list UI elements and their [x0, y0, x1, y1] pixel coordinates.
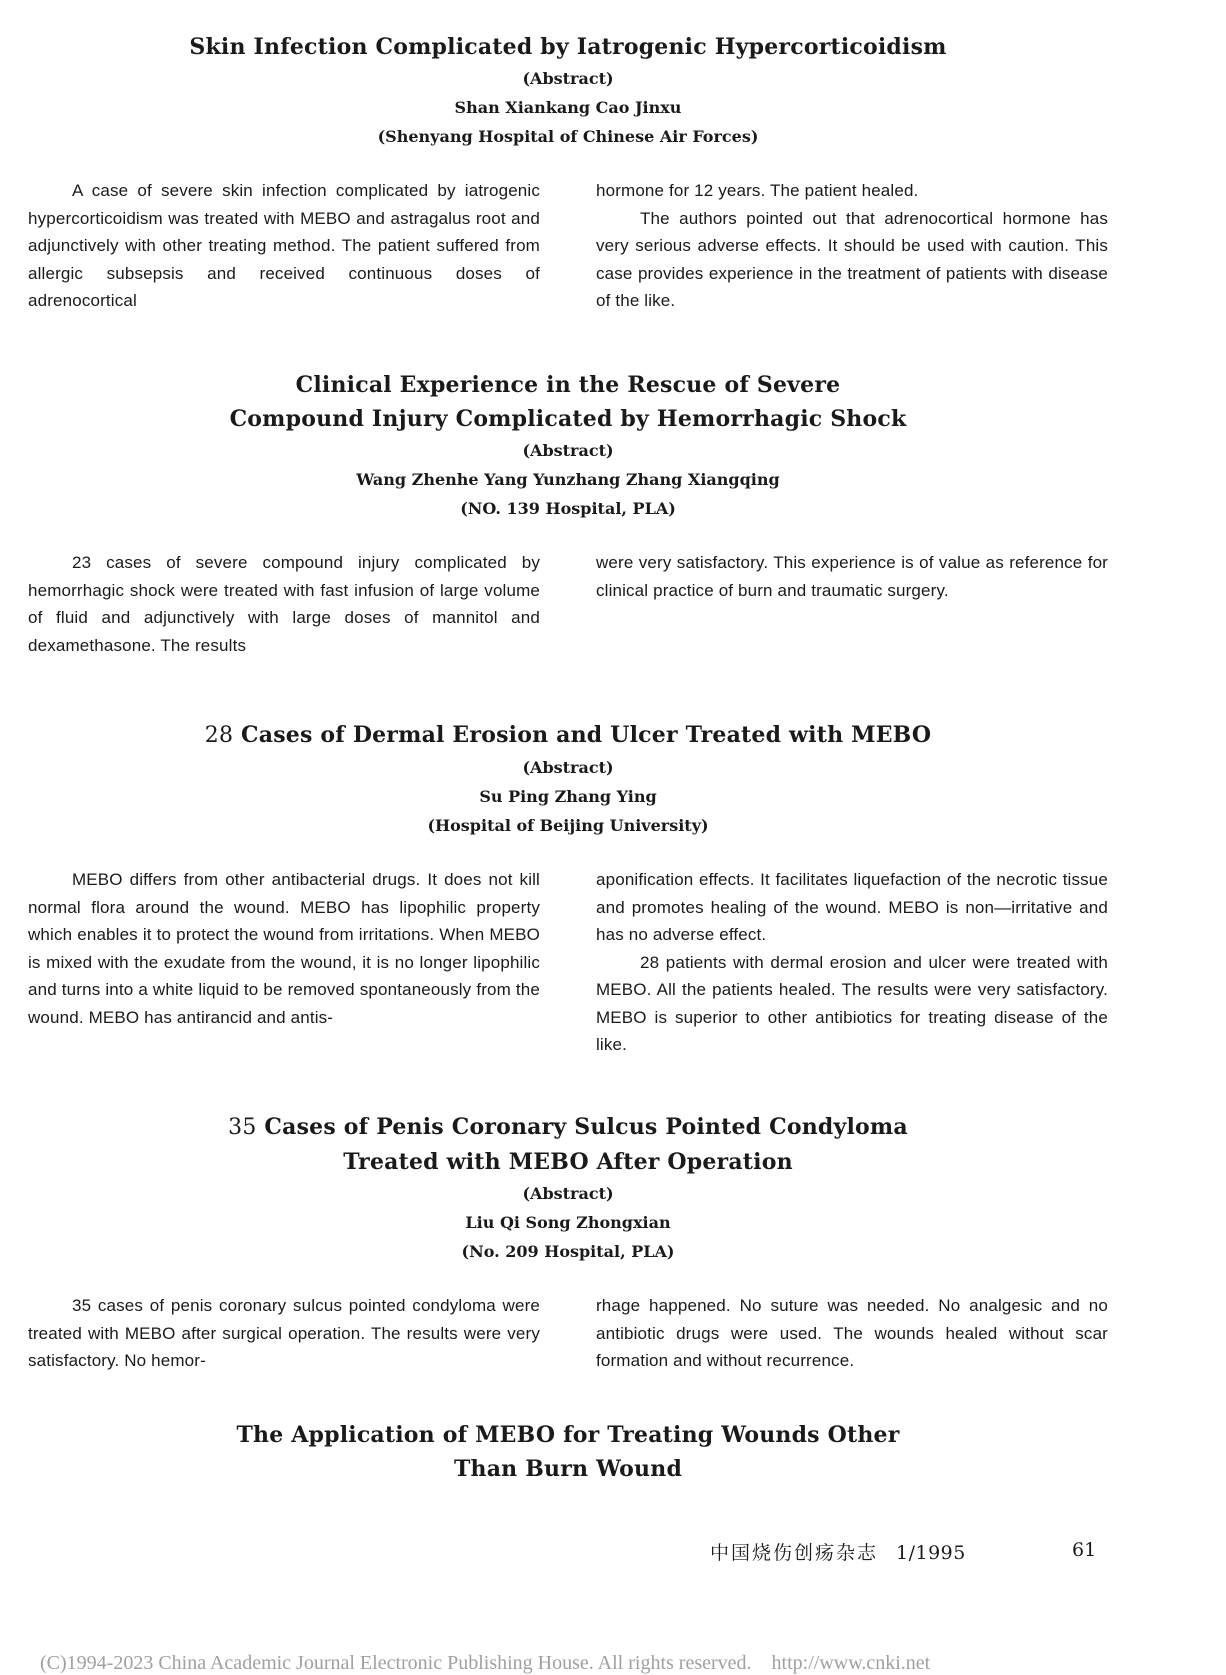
affiliation: (Shenyang Hospital of Chinese Air Forces)	[377, 127, 759, 146]
right-column	[596, 1292, 1108, 1375]
abstract-label: (Abstract)	[522, 441, 614, 460]
title-line: Than Burn Wound	[453, 1456, 683, 1482]
title-line: Cases of Penis Coronary Sulcus Pointed Condyloma	[264, 1114, 908, 1140]
abstract-body	[28, 549, 1108, 659]
article-title	[28, 718, 1108, 753]
authors: Liu Qi Song Zhongxian	[465, 1213, 671, 1232]
article-title	[28, 1110, 1108, 1179]
title-number: 28	[204, 723, 234, 748]
paragraph-continued: hormone for 12 years. The patient healed.	[596, 181, 919, 200]
paragraph: 23 cases of severe compound injury complicated by hemorrhagic shock were treated with fast infusion of large volume of fluid and adjunctively with large doses of mannitol and dexamethasone. The results	[28, 553, 540, 655]
page-number: 61	[1072, 1539, 1097, 1561]
right-column	[596, 177, 1108, 315]
paragraph: A case of severe skin infection complicated by iatrogenic hypercorticoidism was treated with MEBO and astragalus root and adjunctively with other treating method. The patient suffered from allergic subsepsis and received continuous doses of adrenocortical	[28, 181, 540, 310]
paragraph-continued: were very satisfactory. This experience is of value as reference for clinical practice of burn and traumatic surgery.	[596, 553, 1108, 600]
article-title	[28, 30, 1108, 64]
authors: Wang Zhenhe Yang Yunzhang Zhang Xiangqing	[356, 470, 780, 489]
copyright-watermark	[40, 1652, 930, 1675]
paragraph-continued: rhage happened. No suture was needed. No analgesic and no antibiotic drugs were used. The wounds healed without scar formation and without recurrence.	[596, 1296, 1108, 1370]
article-compound-injury	[28, 368, 1108, 659]
title-line: Clinical Experience in the Rescue of Severe	[295, 372, 841, 398]
article-mebo-application	[28, 1418, 1108, 1486]
title-line: Skin Infection Complicated by Iatrogenic Hypercorticoidism	[189, 34, 947, 60]
title-line: Treated with MEBO After Operation	[343, 1149, 793, 1175]
authors: Shan Xiankang Cao Jinxu	[454, 98, 682, 117]
journal-issue: 1/1995	[896, 1542, 966, 1564]
article-dermal-erosion	[28, 718, 1108, 1059]
left-column	[28, 177, 540, 315]
paragraph: MEBO differs from other antibacterial drugs. It does not kill normal flora around the wound. MEBO has lipophilic property which enables it to protect the wound from irritations. When MEBO is mixed with the exudate from the wound, it is no longer lipophilic and turns into a white liquid to be removed spontaneously from the wound. MEBO has antirancid and antis-	[28, 870, 540, 1027]
abstract-label: (Abstract)	[522, 758, 614, 777]
title-number: 35	[228, 1115, 257, 1140]
article-title	[28, 1418, 1108, 1486]
left-column	[28, 866, 540, 1059]
left-column	[28, 549, 540, 659]
paragraph-continued: aponification effects. It facilitates liquefaction of the necrotic tissue and promotes healing of the wound. MEBO is non—irritative and has no adverse effect.	[596, 870, 1108, 944]
abstract-body	[28, 177, 1108, 315]
right-column	[596, 866, 1108, 1059]
abstract-label: (Abstract)	[522, 1184, 614, 1203]
abstract-body	[28, 1292, 1108, 1375]
article-title	[28, 368, 1108, 436]
copyright-url: http://www.cnki.net	[771, 1652, 931, 1674]
paragraph: 28 patients with dermal erosion and ulcer were treated with MEBO. All the patients healed. The results were very satisfactory. MEBO is superior to other antibiotics for treating disease of the like.	[596, 952, 1108, 1054]
affiliation: (Hospital of Beijing University)	[427, 816, 709, 835]
affiliation: (NO. 139 Hospital, PLA)	[460, 499, 676, 518]
journal-name: 中国烧伤创疡杂志	[710, 1542, 879, 1564]
title-line: The Application of MEBO for Treating Wounds Other	[236, 1422, 900, 1448]
journal-footer	[710, 1538, 966, 1565]
right-column	[596, 549, 1108, 659]
paragraph: 35 cases of penis coronary sulcus pointed condyloma were treated with MEBO after surgical operation. The results were very satisfactory. No hemor-	[28, 1296, 540, 1370]
article-skin-infection	[28, 30, 1108, 315]
title-line: Compound Injury Complicated by Hemorrhagic Shock	[229, 406, 907, 432]
article-condyloma	[28, 1110, 1108, 1375]
authors: Su Ping Zhang Ying	[479, 787, 657, 806]
abstract-body	[28, 866, 1108, 1059]
title-line: Cases of Dermal Erosion and Ulcer Treated with MEBO	[241, 722, 932, 748]
left-column	[28, 1292, 540, 1375]
affiliation: (No. 209 Hospital, PLA)	[461, 1242, 675, 1261]
paragraph: The authors pointed out that adrenocortical hormone has very serious adverse effects. It should be used with caution. This case provides experience in the treatment of patients with disease of the like.	[596, 208, 1108, 310]
copyright-text: (C)1994-2023 China Academic Journal Electronic Publishing House. All rights reserved.	[40, 1652, 752, 1674]
abstract-label: (Abstract)	[522, 69, 614, 88]
